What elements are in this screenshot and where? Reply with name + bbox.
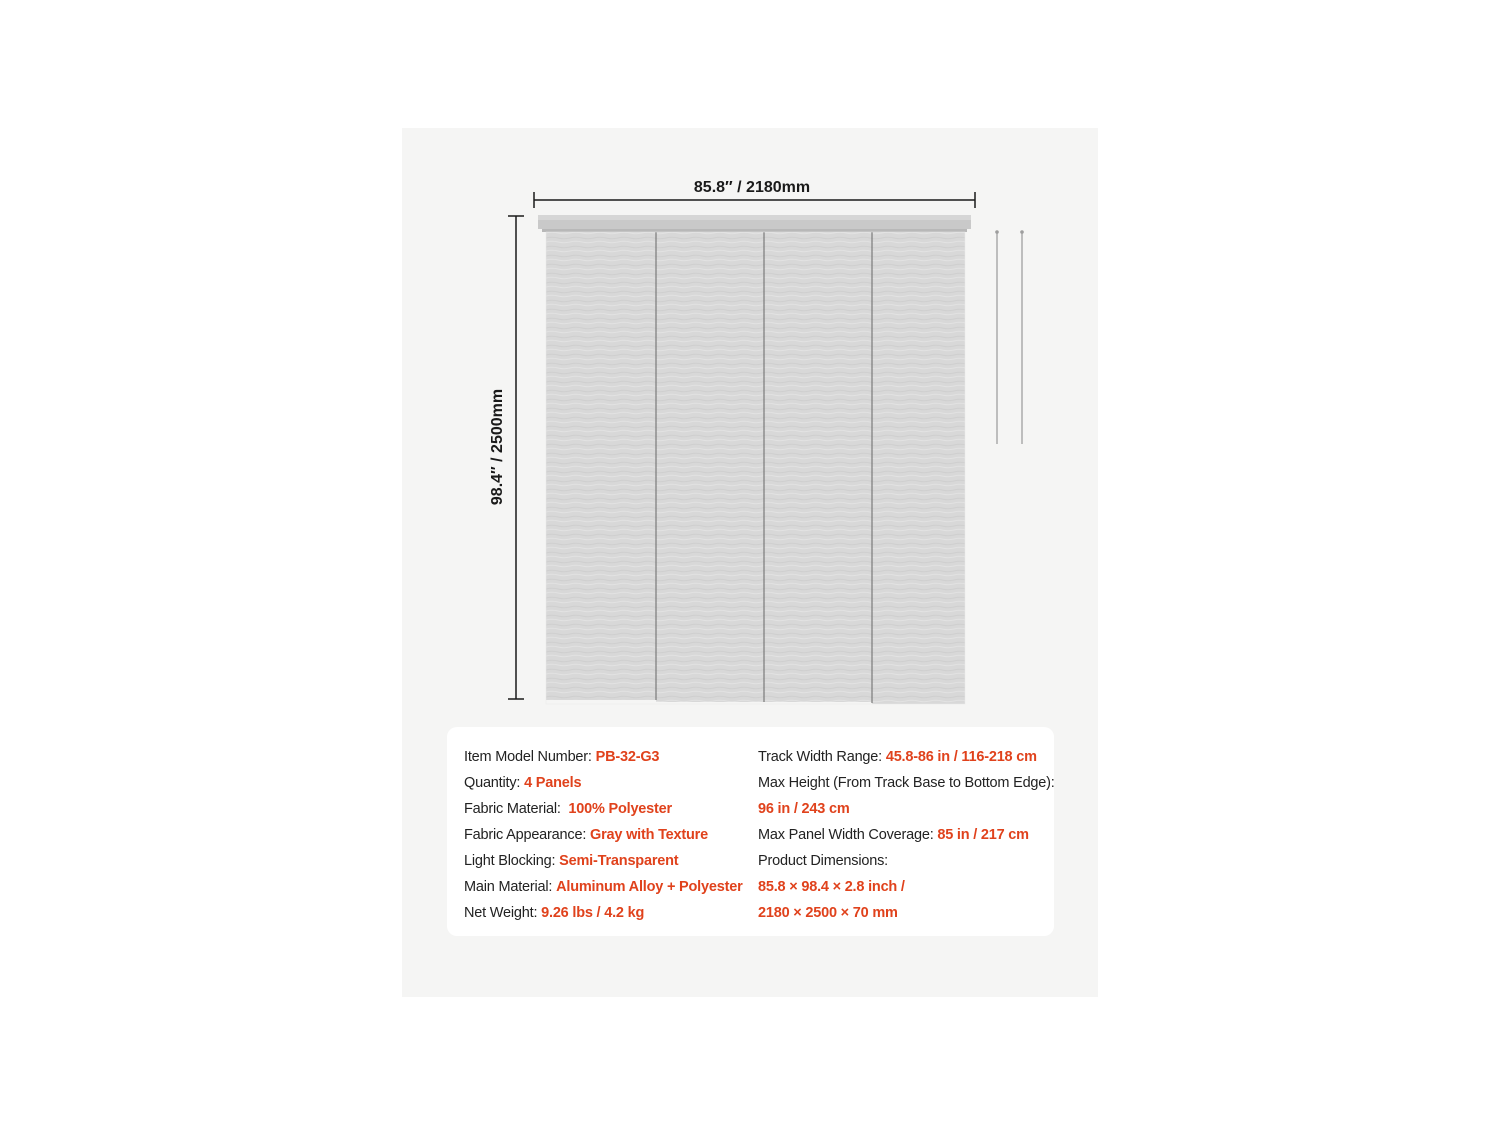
spec-light-blocking: Semi-Transparent [559,853,679,869]
panel-4 [872,232,965,704]
panel-1 [546,232,656,700]
specs-left-column [464,744,743,926]
spec-track-width: 45.8-86 in / 116-218 cm [885,749,1037,765]
spec-max-height: 96 in / 243 cm [758,801,850,817]
spec-row: Max Panel Width Coverage: 85 in / 217 cm [758,827,1029,843]
width-label: 85.8″ / 2180mm [693,179,811,196]
spec-row: Main Material: Aluminum Alloy + Polyester [464,879,743,895]
fabric-panels [546,232,965,704]
product-card [402,128,1098,997]
headrail [538,215,971,232]
spec-dimensions-mm: 2180 × 2500 × 70 mm [758,905,898,921]
spec-main-material: Aluminum Alloy + Polyester [556,879,743,895]
panel-2 [656,232,764,702]
spec-row [758,900,1055,926]
panel-3 [764,232,872,702]
spec-dimensions-inch: 85.8 × 98.4 × 2.8 inch / [758,879,905,895]
spec-row: Product Dimensions: [758,853,888,869]
spec-fabric-appearance: Gray with Texture [589,827,708,843]
spec-net-weight: 9.26 lbs / 4.2 kg [541,905,645,921]
specs-right-column [758,744,1055,926]
control-wands [995,230,1024,444]
spec-model-number: PB-32-G3 [595,749,660,765]
spec-row: Quantity: 4 Panels [464,775,582,791]
spec-row: Net Weight: 9.26 lbs / 4.2 kg [464,905,645,921]
spec-row: Fabric Appearance: Gray with Texture [464,827,708,843]
spec-row [758,796,1055,822]
height-label: 98.4″ / 2500mm [489,388,506,506]
specifications-panel [447,727,1054,936]
spec-row: Fabric Material: 100% Polyester [464,801,672,817]
height-dimension-line [508,216,524,699]
spec-row: Light Blocking: Semi-Transparent [464,853,679,869]
spec-max-panel-width: 85 in / 217 cm [937,827,1029,843]
spec-row: Item Model Number: PB-32-G3 [464,749,660,765]
spec-fabric-material: 100% Polyester [568,801,672,817]
spec-quantity: 4 Panels [524,775,582,791]
spec-row: Max Height (From Track Base to Bottom Edge): [758,775,1055,791]
spec-row [758,874,1055,900]
spec-row: Track Width Range: 45.8-86 in / 116-218 cm [758,749,1037,765]
